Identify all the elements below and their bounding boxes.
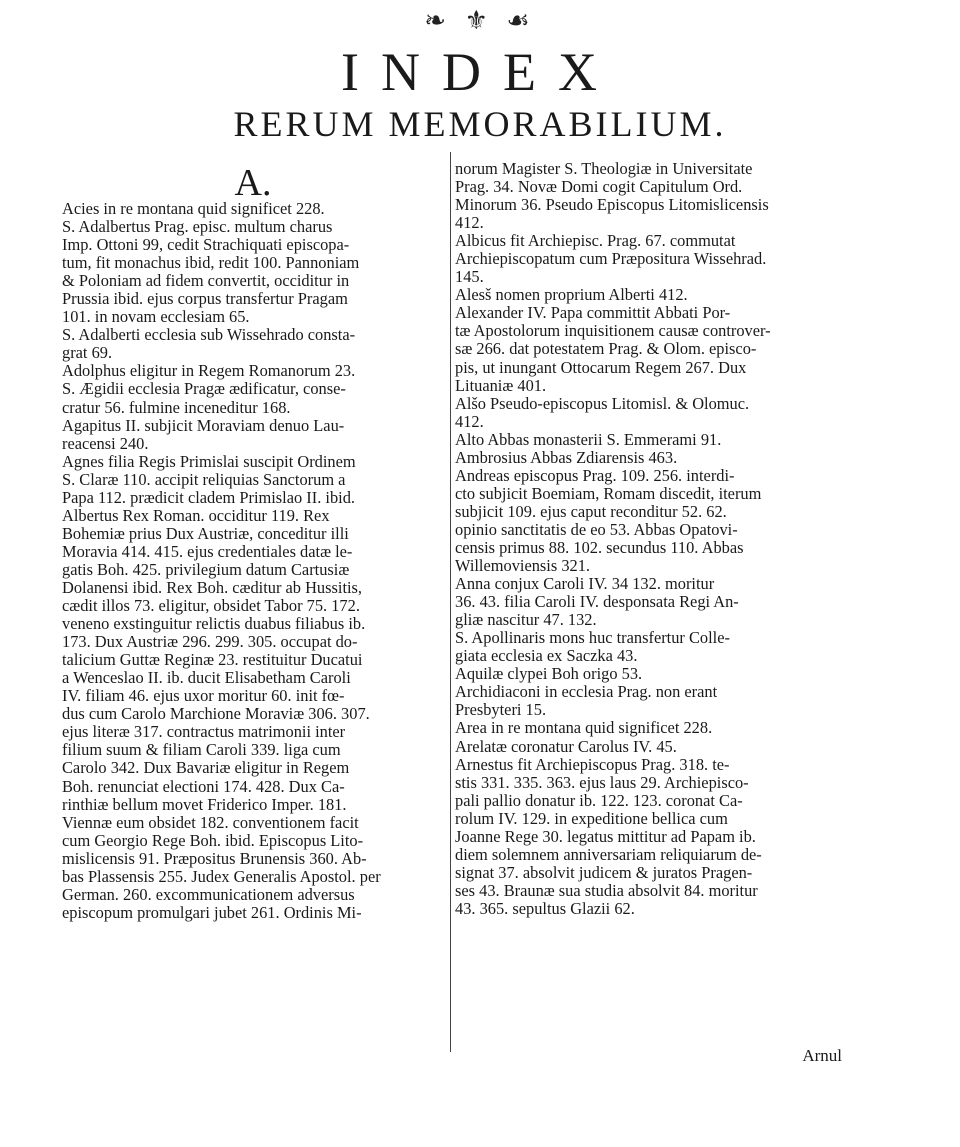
- index-line: Adolphus eligitur in Regem Romanorum 23.: [62, 362, 356, 381]
- index-line: gatis Boh. 425. privilegium datum Cartusiæ: [62, 560, 350, 579]
- index-line: Alexander IV. Papa committit Abbati Por-: [455, 304, 731, 323]
- index-line: stis 331. 335. 363. ejus laus 29. Archiepisco-: [455, 773, 749, 792]
- index-line: pis, ut inungant Ottocarum Regem 267. Dux: [455, 358, 747, 377]
- index-line: filium suum & filiam Caroli 339. liga cum: [62, 741, 341, 760]
- index-line: S. Apollinaris mons huc transfertur Colle-: [455, 629, 730, 648]
- index-line: 36. 43. filia Caroli IV. desponsata Regi An-: [455, 593, 739, 612]
- index-line: Ambrosius Abbas Zdiarensis 463.: [455, 448, 678, 467]
- index-line: Alesš nomen proprium Alberti 412.: [455, 286, 688, 305]
- index-line: Bohemiæ prius Dux Austriæ, conceditur illi: [62, 524, 349, 543]
- index-line: Viennæ eum obsidet 182. conventionem facit: [62, 813, 359, 832]
- index-line: S. Claræ 110. accipit reliquias Sanctorum a: [62, 470, 346, 489]
- right-column-lines: [455, 160, 841, 918]
- index-line: rinthiæ bellum movet Friderico Imper. 181.: [62, 795, 347, 814]
- index-line: ses 43. Braunæ sua studia absolvit 84. moritur: [455, 881, 758, 900]
- index-line: tum, fit monachus ibid, redit 100. Pannoniam: [62, 254, 360, 273]
- index-line: Willemoviensis 321.: [455, 557, 591, 576]
- index-line: 145.: [455, 268, 484, 287]
- index-line: grat 69.: [62, 344, 113, 363]
- index-line: Arelatæ coronatur Carolus IV. 45.: [455, 737, 677, 756]
- catchword: Arnul: [802, 1046, 842, 1065]
- index-line: S. Adalberti ecclesia sub Wissehrado consta-: [62, 326, 356, 345]
- index-line: Albicus fit Archiepisc. Prag. 67. commutat: [455, 232, 736, 251]
- index-line: 43. 365. sepultus Glazii 62.: [455, 899, 635, 918]
- index-line: bas Plassensis 255. Judex Generalis Apostol. per: [62, 867, 381, 886]
- index-line: Agnes filia Regis Primislai suscipit Ordinem: [62, 452, 356, 471]
- index-line: 412.: [455, 214, 484, 233]
- right-column: [455, 160, 841, 918]
- left-column-lines: [62, 200, 444, 922]
- index-line: pali pallio donatur ib. 122. 123. coronat Ca-: [455, 791, 743, 810]
- index-line: Papa 112. prædicit cladem Primislao II. ibid.: [62, 488, 356, 507]
- index-line: Archiepiscopatum cum Præpositura Wissehrad.: [455, 250, 767, 269]
- index-line: cædit illos 73. eligitur, obsidet Tabor 75. 172.: [62, 597, 360, 616]
- index-line: diem solemnem anniversariam reliquiarum de-: [455, 845, 762, 864]
- page-title: INDEX: [341, 42, 619, 102]
- index-line: Imp. Ottoni 99, cedit Strachiquati episcopa-: [62, 236, 350, 255]
- index-line: opinio sanctitatis de eo 53. Abbas Opatovi-: [455, 520, 738, 539]
- index-line: Presbyteri 15.: [455, 701, 547, 720]
- index-line: sæ 266. dat potestatem Prag. & Olom. episco-: [455, 340, 757, 359]
- index-line: rolum IV. 129. in expeditione bellica cum: [455, 809, 728, 828]
- index-line: a Wenceslao II. ib. ducit Elisabetham Caroli: [62, 669, 351, 688]
- index-line: 173. Dux Austriæ 296. 299. 305. occupat do-: [62, 633, 358, 652]
- index-line: Prag. 34. Novæ Domi cogit Capitulum Ord.: [455, 178, 743, 197]
- index-line: Acies in re montana quid significet 228.: [62, 200, 325, 218]
- index-line: gliæ nascitur 47. 132.: [455, 611, 597, 630]
- index-line: Moravia 414. 415. ejus credentiales datæ le-: [62, 542, 353, 561]
- index-line: giata ecclesia ex Saczka 43.: [455, 647, 638, 666]
- index-line: reacensi 240.: [62, 434, 149, 453]
- index-line: talicium Guttæ Reginæ 23. restituitur Ducatui: [62, 651, 363, 670]
- index-line: IV. filiam 46. ejus uxor moritur 60. init fœ-: [62, 687, 345, 706]
- index-line: Alto Abbas monasterii S. Emmerami 91.: [455, 430, 722, 449]
- index-line: cratur 56. fulmine inceneditur 168.: [62, 398, 291, 417]
- index-line: episcopum promulgari jubet 261. Ordinis Mi-: [62, 903, 362, 922]
- index-line: S. Adalbertus Prag. episc. multum charus: [62, 218, 333, 237]
- index-line: Anna conjux Caroli IV. 34 132. moritur: [455, 575, 715, 594]
- index-line: 101. in novam ecclesiam 65.: [62, 308, 250, 327]
- index-line: cto subjicit Boemiam, Romam discedit, iterum: [455, 484, 762, 503]
- page-subtitle: RERUM MEMORABILIUM.: [233, 104, 727, 144]
- index-line: Alšo Pseudo-episcopus Litomisl. & Olomuc.: [455, 394, 750, 413]
- index-line: censis primus 88. 102. secundus 110. Abbas: [455, 538, 744, 557]
- index-line: Dolanensi ibid. Rex Boh. cæditur ab Hussitis,: [62, 578, 363, 597]
- left-column: [62, 160, 444, 922]
- index-line: mislicensis 91. Præpositus Brunensis 360. Ab-: [62, 849, 367, 868]
- column-divider: [450, 152, 451, 1052]
- index-line: Albertus Rex Roman. occiditur 119. Rex: [62, 506, 330, 525]
- index-line: S. Ægidii ecclesia Pragæ ædificatur, conse-: [62, 380, 346, 399]
- index-line: German. 260. excommunicationem adversus: [62, 885, 355, 904]
- index-line: Andreas episcopus Prag. 109. 256. interdi-: [455, 466, 735, 485]
- index-line: tæ Apostolorum inquisitionem causæ controver-: [455, 322, 771, 341]
- index-line: Agapitus II. subjicit Moraviam denuo Lau-: [62, 416, 345, 435]
- section-letter: A.: [234, 162, 272, 204]
- index-line: Arnestus fit Archiepiscopus Prag. 318. te-: [455, 755, 730, 774]
- index-line: Prussia ibid. ejus corpus transfertur Pragam: [62, 290, 348, 309]
- index-line: Boh. renunciat electioni 174. 428. Dux Ca-: [62, 777, 345, 796]
- index-line: Aquilæ clypei Boh origo 53.: [455, 665, 643, 684]
- index-line: Joanne Rege 30. legatus mittitur ad Papam ib.: [455, 827, 756, 846]
- index-line: & Poloniam ad fidem convertit, occiditur in: [62, 272, 350, 291]
- index-line: ejus literæ 317. contractus matrimonii inter: [62, 723, 346, 742]
- index-line: Archidiaconi in ecclesia Prag. non erant: [455, 683, 718, 702]
- header-ornament: ❧ ⚜ ☙: [424, 6, 536, 35]
- index-line: cum Georgio Rege Boh. ibid. Episcopus Lito-: [62, 831, 364, 850]
- index-line: Area in re montana quid significet 228.: [455, 719, 713, 738]
- index-line: signat 37. absolvit judicem & juratos Pragen-: [455, 863, 753, 882]
- index-line: subjicit 109. ejus caput reconditur 52. 62.: [455, 502, 727, 521]
- index-line: norum Magister S. Theologiæ in Universitate: [455, 160, 753, 178]
- index-line: Minorum 36. Pseudo Episcopus Litomislicensis: [455, 196, 769, 215]
- index-line: dus cum Carolo Marchione Moraviæ 306. 307.: [62, 705, 370, 724]
- index-line: veneno exstinguitur relictis duabus filiabus ib.: [62, 615, 366, 634]
- index-line: Carolo 342. Dux Bavariæ eligitur in Regem: [62, 759, 350, 778]
- index-line: Lituaniæ 401.: [455, 376, 547, 395]
- index-line: 412.: [455, 412, 484, 431]
